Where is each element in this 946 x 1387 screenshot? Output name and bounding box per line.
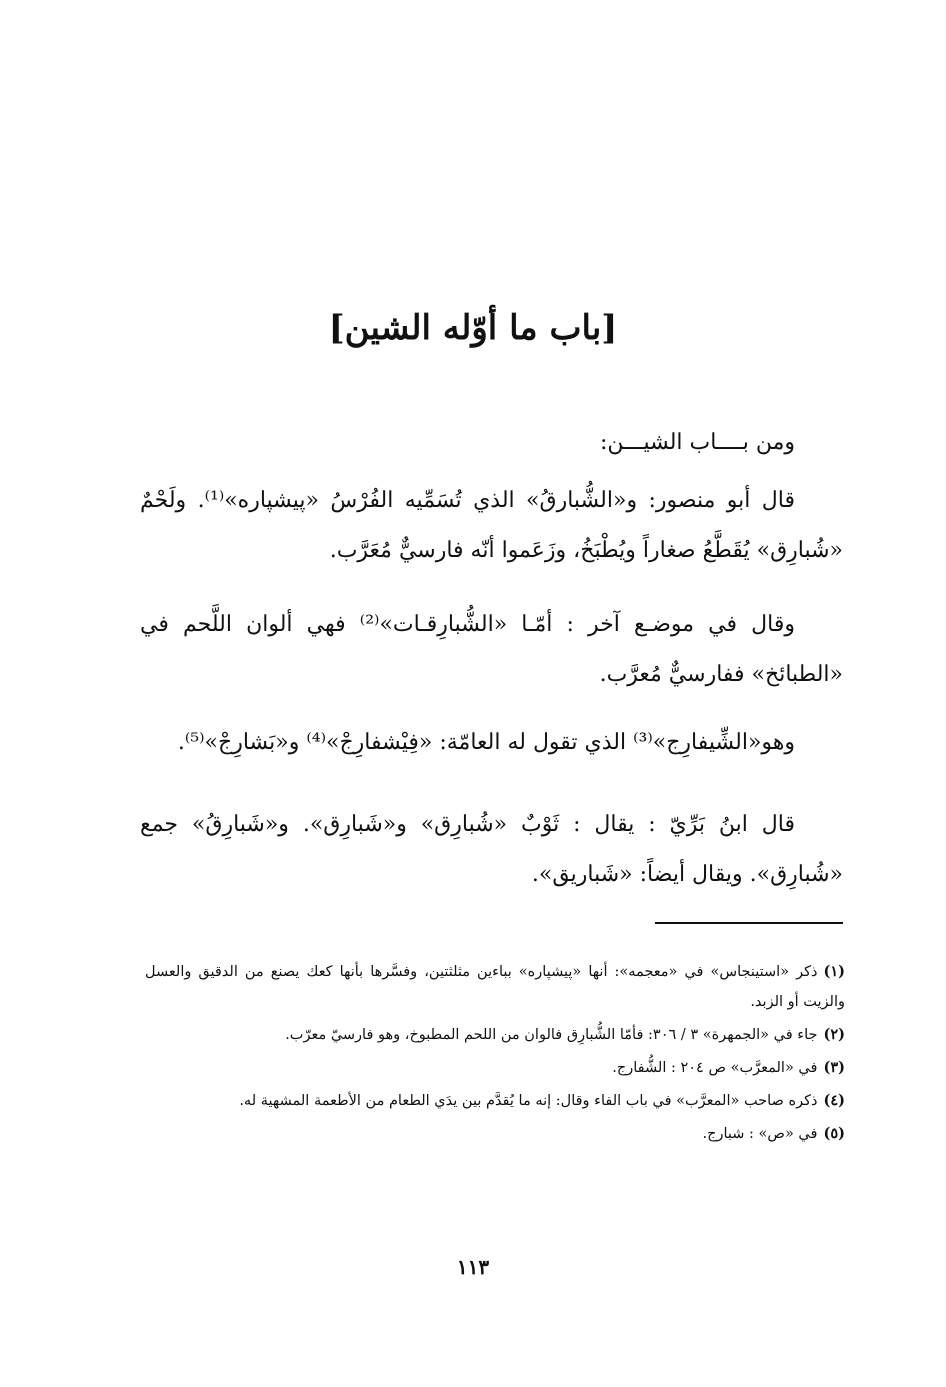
paragraph-text: قال ابنُ بَرِّيّ : يقال : ثَوْبٌ «شُبارِق» و«شَبارِق». و«شَبارِقُ» جمع «شُبارِق». ويقال أيضاً: «شَباريق». <box>140 812 843 887</box>
footnote-text: ذكره صاحب «المعرَّب» في باب الفاء وقال: إنه ما يُقدَّم بين يدَي الطعام من الأطعمة المشهية له. <box>239 1093 818 1109</box>
footnote-number: (١) <box>823 963 845 980</box>
footnote <box>145 957 845 1017</box>
chapter-title: [باب ما أوّله الشين] <box>328 308 618 348</box>
footnote-text: في «ص» : شبارج. <box>702 1126 818 1142</box>
footnote-text: ذكر «استينجاس» في «معجمه»: أنها «پيشپاره» بباءين مثلثتين، وفسَّرها بأنها كعك يصنع من الدقيق والعسل والزيت أو الزبد. <box>145 964 845 1010</box>
section-lead-text: ومن بــــاب الشيـــن: <box>599 430 795 455</box>
footnote <box>145 1119 845 1149</box>
paragraph <box>140 476 843 576</box>
paragraph <box>140 600 843 700</box>
footnote-number: (٢) <box>823 1026 845 1043</box>
footnote-number: (٣) <box>823 1059 845 1076</box>
footnote-text: في «المعرَّب» ص ٢٠٤ : الشُّفارج. <box>612 1060 818 1076</box>
paragraph-text: وقال في موضـع آخر : أمّـا «الشُّبارِقـات»⁽²⁾ فهي ألوان اللَّحم في «الطبائخ» ففارسيٌّ مُعرَّب. <box>140 612 843 687</box>
footnote-number: (٤) <box>823 1092 845 1109</box>
footnotes-list <box>145 957 845 1152</box>
section-lead-line <box>140 418 843 468</box>
paragraph-text: وهو«الشِّيفارِج»⁽³⁾ الذي تقول له العامّة: «فِيْشفارِجْ»⁽⁴⁾ و«بَشارِجْ»⁽⁵⁾. <box>177 730 795 755</box>
page-number: ١١٣ <box>456 1255 490 1279</box>
footnote-divider <box>655 922 843 924</box>
paragraph-text: قال أبو منصور: و«الشُّبارقُ» الذي تُسَمِّيه الفُرْسُ «پيشپاره»⁽¹⁾. ولَحْمٌ «شُبارِق» يُقَطَّعُ صغاراً ويُطْبَخُ، وزَعَموا أنّه فارسيٌّ مُعَرَّب. <box>140 488 843 563</box>
footnote-text: جاء في «الجمهرة» ٣ / ٣٠٦: فأمّا الشُّبارِق فالوان من اللحم المطبوخ، وهو فارسيّ معرّب. <box>285 1027 818 1043</box>
paragraph <box>140 800 843 900</box>
footnote <box>145 1020 845 1050</box>
footnote-number: (٥) <box>823 1125 845 1142</box>
paragraph <box>140 718 843 768</box>
footnote <box>145 1086 845 1116</box>
footnote <box>145 1053 845 1083</box>
